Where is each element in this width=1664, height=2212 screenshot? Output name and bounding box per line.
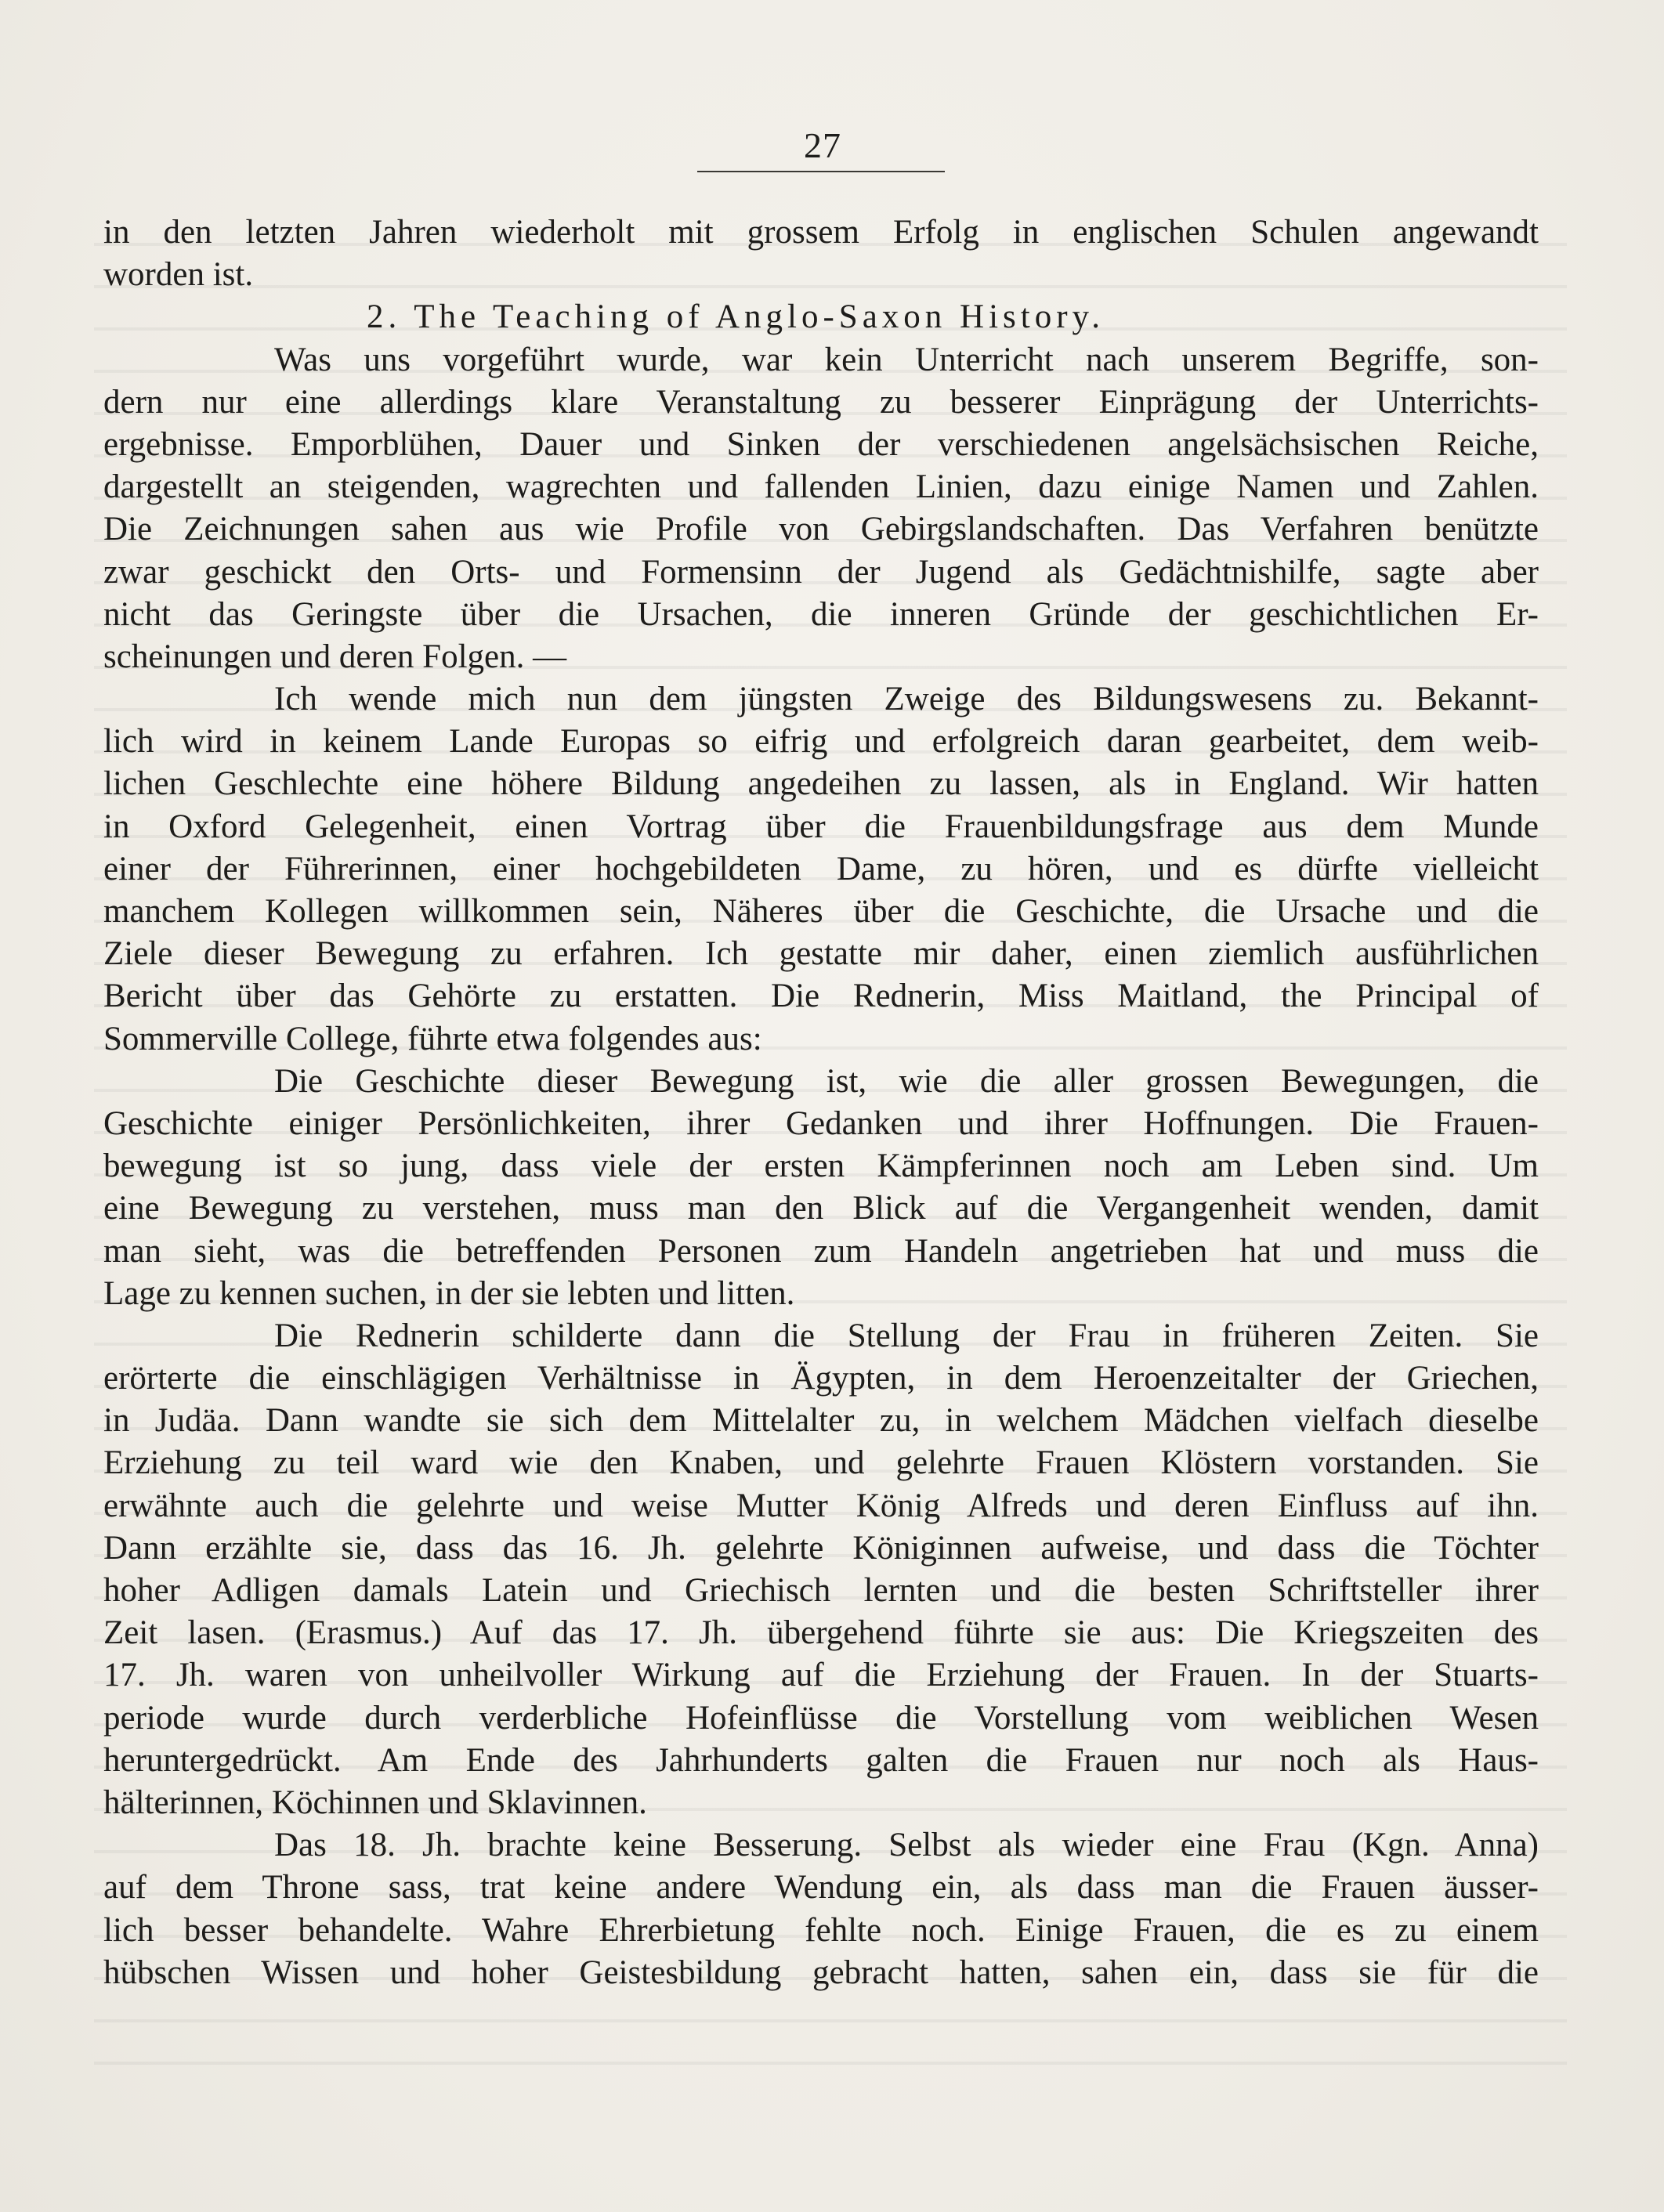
text-line: Ich wende mich nun dem jüngsten Zweige des Bildungswesens zu. Bekannt- bbox=[274, 681, 1539, 718]
text-line: lich wird in keinem Lande Europas so eifrig und erfolgreich daran gearbeitet, dem weib- bbox=[103, 723, 1539, 761]
text-line: Was uns vorgeführt wurde, war kein Unterricht nach unserem Begriffe, son- bbox=[274, 341, 1539, 378]
text-line: Dann erzählte sie, dass das 16. Jh. gelehrte Königinnen aufweise, und dass die Töchter bbox=[103, 1529, 1539, 1567]
text-line: worden ist. bbox=[103, 256, 254, 294]
text-line: Das 18. Jh. brachte keine Besserung. Selbst als wieder eine Frau (Kgn. Anna) bbox=[274, 1827, 1539, 1864]
text-line: eine Bewegung zu verstehen, muss man den Blick auf die Vergangenheit wenden, damit bbox=[103, 1190, 1539, 1227]
page-number: 27 bbox=[804, 125, 841, 165]
text-line: ergebnisse. Emporblühen, Dauer und Sinken der verschiedenen angelsächsischen Reiche, bbox=[103, 425, 1539, 463]
text-line: lich besser behandelte. Wahre Ehrerbietung fehlte noch. Einige Frauen, die es zu einem bbox=[103, 1911, 1539, 1949]
text-line: erörterte die einschlägigen Verhältnisse in Ägypten, in dem Heroenzeitalter der Griechen, bbox=[103, 1360, 1539, 1397]
body-text bbox=[103, 211, 1539, 1994]
text-line: zwar geschickt den Orts- und Formensinn der Jugend als Gedächtnishilfe, sagte aber bbox=[103, 553, 1539, 591]
text-line: in den letzten Jahren wiederholt mit grossem Erfolg in englischen Schulen angewandt bbox=[103, 214, 1539, 251]
text-line: dargestellt an steigenden, wagrechten und fallenden Linien, dazu einige Namen und Zahlen. bbox=[103, 468, 1539, 506]
text-line: Ziele dieser Bewegung zu erfahren. Ich gestatte mir daher, einen ziemlich ausführlichen bbox=[103, 935, 1539, 973]
page-number-rule bbox=[697, 171, 945, 172]
text-line: hübschen Wissen und hoher Geistesbildung gebracht hatten, sahen ein, dass sie für die bbox=[103, 1954, 1539, 1991]
text-line: Bericht über das Gehörte zu erstatten. Die Rednerin, Miss Maitland, the Principal of bbox=[103, 978, 1539, 1015]
text-line: einer der Führerinnen, einer hochgebildeten Dame, zu hören, und es dürfte vielleicht bbox=[103, 850, 1539, 887]
text-line: auf dem Throne sass, trat keine andere Wendung ein, als dass man die Frauen äusser- bbox=[103, 1869, 1539, 1907]
text-line: erwähnte auch die gelehrte und weise Mutter König Alfreds und deren Einfluss auf ihn. bbox=[103, 1487, 1539, 1524]
text-line: Sommerville College, führte etwa folgendes aus: bbox=[103, 1020, 762, 1057]
text-line: man sieht, was die betreffenden Personen zum Handeln angetrieben hat und muss die bbox=[103, 1232, 1539, 1270]
section-heading: 2. The Teaching of Anglo-Saxon History. bbox=[367, 298, 1105, 336]
text-line: Die Geschichte dieser Bewegung ist, wie die aller grossen Bewegungen, die bbox=[274, 1062, 1539, 1100]
text-line: lichen Geschlechte eine höhere Bildung angedeihen zu lassen, als in England. Wir hatten bbox=[103, 765, 1539, 803]
page-number-container bbox=[697, 124, 948, 168]
text-line: in Oxford Gelegenheit, einen Vortrag über die Frauenbildungsfrage aus dem Munde bbox=[103, 808, 1539, 845]
text-line: in Judäa. Dann wandte sie sich dem Mittelalter zu, in welchem Mädchen vielfach dieselbe bbox=[103, 1402, 1539, 1440]
text-line: Geschichte einiger Persönlichkeiten, ihrer Gedanken und ihrer Hoffnungen. Die Frauen- bbox=[103, 1104, 1539, 1142]
text-line: bewegung ist so jung, dass viele der ersten Kämpferinnen noch am Leben sind. Um bbox=[103, 1148, 1539, 1185]
text-line: dern nur eine allerdings klare Veranstaltung zu besserer Einprägung der Unterrichts- bbox=[103, 383, 1539, 421]
text-line: periode wurde durch verderbliche Hofeinflüsse die Vorstellung vom weiblichen Wesen bbox=[103, 1699, 1539, 1737]
text-line: 17. Jh. waren von unheilvoller Wirkung auf die Erziehung der Frauen. In der Stuarts- bbox=[103, 1657, 1539, 1694]
text-line: manchem Kollegen willkommen sein, Näheres über die Geschichte, die Ursache und die bbox=[103, 893, 1539, 930]
text-line: heruntergedrückt. Am Ende des Jahrhunderts galten die Frauen nur noch als Haus- bbox=[103, 1741, 1539, 1779]
text-line: Lage zu kennen suchen, in der sie lebten und litten. bbox=[103, 1274, 795, 1312]
text-line: Erziehung zu teil ward wie den Knaben, und gelehrte Frauen Klöstern vorstanden. Sie bbox=[103, 1444, 1539, 1482]
text-line: Zeit lasen. (Erasmus.) Auf das 17. Jh. übergehend führte sie aus: Die Kriegszeiten des bbox=[103, 1614, 1539, 1652]
text-line: Die Zeichnungen sahen aus wie Profile von Gebirgslandschaften. Das Verfahren benützte bbox=[103, 511, 1539, 548]
text-line: scheinungen und deren Folgen. — bbox=[103, 638, 567, 675]
text-line: hälterinnen, Köchinnen und Sklavinnen. bbox=[103, 1784, 647, 1821]
text-line: Die Rednerin schilderte dann die Stellung der Frau in früheren Zeiten. Sie bbox=[274, 1317, 1539, 1354]
text-line: hoher Adligen damals Latein und Griechisch lernten und die besten Schriftsteller ihrer bbox=[103, 1572, 1539, 1609]
text-line: nicht das Geringste über die Ursachen, die inneren Gründe der geschichtlichen Er- bbox=[103, 595, 1539, 633]
